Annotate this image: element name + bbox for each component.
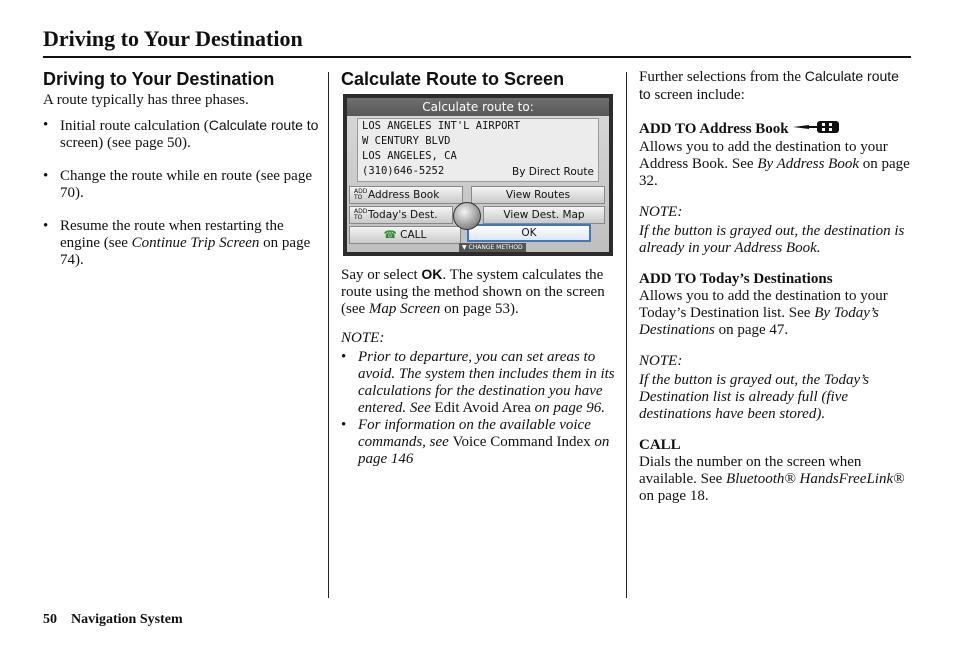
list-item: • Prior to departure, you can set areas to avoid. The system then includes them in its calculations for the destination you have entered. See Edit Avoid Area on page 96. <box>341 349 617 417</box>
term-body: Allows you to add the destination to your Address Book. See By Address Book on page 32. <box>639 139 910 189</box>
intro-text: A route typically has three phases. <box>43 92 249 108</box>
note-text: If the button is grayed out, the Today’s Destination list is already full (five destinations have been stored). <box>639 372 869 422</box>
list-item: • For information on the available voice commands, see Voice Command Index on page 146 <box>341 417 617 468</box>
phase-list <box>43 117 319 269</box>
route-method: By Direct Route <box>511 166 594 178</box>
title-divider <box>43 56 911 58</box>
list-item: • Change the route while en route (see page 70). <box>43 168 319 202</box>
address-book-icon <box>793 120 841 139</box>
address-book-section <box>639 120 911 257</box>
page-title: Driving to Your Destination <box>43 26 303 51</box>
view-dest-map-button[interactable]: View Dest. Map <box>483 206 605 224</box>
column-divider <box>626 72 627 598</box>
term-heading: ADD TO Today’s Destinations <box>639 271 833 287</box>
term-body: Allows you to add the destination to your Today’s Destination list. See By Today’s Destinations on page 47. <box>639 288 888 338</box>
view-routes-button[interactable]: View Routes <box>471 186 605 204</box>
section-heading: Driving to Your Destination <box>43 69 275 89</box>
term-body: Dials the number on the screen when available. See Bluetooth® HandsFreeLink® on page 18. <box>639 454 905 504</box>
add-to-todays-dest-button[interactable]: ADD TO Today's Dest. <box>349 206 453 224</box>
note-text: If the button is grayed out, the destination is already in your Address Book. <box>639 223 905 256</box>
call-section <box>639 437 911 505</box>
section-heading: Calculate Route to Screen <box>341 69 565 89</box>
screen-title: Calculate route to: <box>347 98 609 116</box>
page-number: 50 <box>43 612 57 627</box>
list-item: • Resume the route when restarting the engine (see Continue Trip Screen on page 74). <box>43 218 319 269</box>
calculate-route-screenshot <box>343 94 613 256</box>
list-item: • Initial route calculation (Calculate route to screen) (see page 50). <box>43 117 319 152</box>
instruction-text: Say or select OK. The system calculates the route using the method shown on the screen (see Map Screen on page 53). <box>341 266 605 317</box>
column-divider <box>328 72 329 598</box>
column-3 <box>639 68 911 517</box>
page-footer <box>43 611 183 628</box>
column-2 <box>341 68 617 468</box>
term-heading: ADD TO Address Book <box>639 120 911 139</box>
joystick-knob-icon <box>453 202 481 230</box>
add-to-address-book-button[interactable]: ADD TO Address Book <box>349 186 463 204</box>
change-method-label: ▼ CHANGE METHOD <box>459 243 526 252</box>
column-1 <box>43 68 319 285</box>
ok-button[interactable]: OK <box>467 224 591 242</box>
todays-destinations-section <box>639 271 911 423</box>
call-button[interactable]: ☎ CALL <box>349 226 461 244</box>
intro-text: Further selections from the Calculate route to screen include: <box>639 68 899 103</box>
destination-address: LOS ANGELES INT'L AIRPORT W CENTURY BLVD LOS ANGELES, CA (310)646-5252 By Direct Route <box>357 118 599 182</box>
footer-section-name: Navigation System <box>71 612 183 627</box>
note-heading: NOTE: <box>341 330 385 346</box>
note-heading: NOTE: <box>639 204 683 220</box>
term-heading: CALL <box>639 437 681 453</box>
note-heading: NOTE: <box>639 353 683 369</box>
note-list <box>341 349 617 468</box>
